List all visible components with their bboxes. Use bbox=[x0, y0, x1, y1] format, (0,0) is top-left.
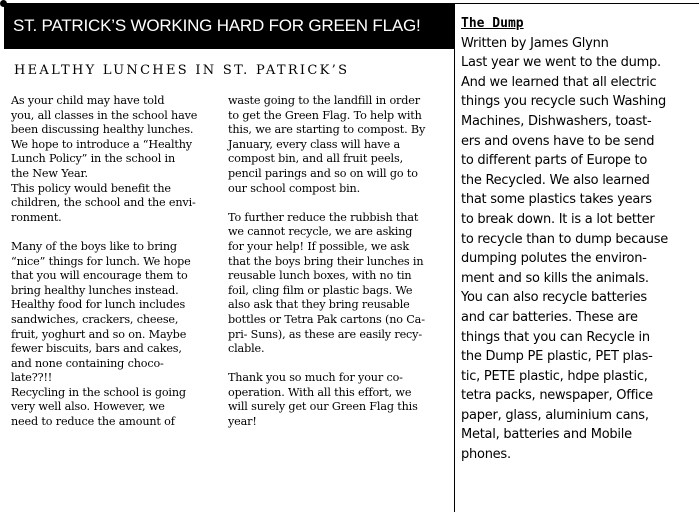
sidebar-text-line: and car batteries. These are bbox=[461, 309, 638, 325]
article-text-line: pri- Suns), as these are easily recy- bbox=[228, 327, 422, 341]
article-text-line: We hope to introduce a “Healthy bbox=[11, 137, 192, 151]
article-text-line: Recycling in the school is going bbox=[11, 385, 186, 399]
sidebar-text-line: to recycle than to dump because bbox=[461, 231, 668, 247]
article-text-line: pencil parings and so on will go to bbox=[228, 166, 418, 180]
article-text-line: fruit, yoghurt and so on. Maybe bbox=[11, 327, 187, 341]
sidebar-text-line: Metal, batteries and Mobile bbox=[461, 427, 632, 443]
headline-banner bbox=[4, 4, 454, 49]
sidebar-text-line: Written by James Glynn bbox=[461, 35, 609, 51]
article-text-line: Many of the boys like to bring bbox=[11, 239, 177, 253]
article-text-line: to get the Green Flag. To help with bbox=[228, 108, 422, 122]
article-text-line: that the boys bring their lunches in bbox=[228, 254, 424, 268]
article-text-line: To further reduce the rubbish that bbox=[228, 210, 419, 224]
article-text-line: bring healthy lunches instead. bbox=[11, 283, 179, 297]
sidebar-text-line: phones. bbox=[461, 447, 511, 463]
sidebar-text-line: dumping polutes the environ- bbox=[461, 251, 647, 267]
sidebar-text-line: that some plastics takes years bbox=[461, 192, 652, 208]
sidebar-article bbox=[461, 14, 696, 465]
sidebar-text-line: tic, PETE plastic, hdpe plastic, bbox=[461, 368, 648, 384]
sidebar-text-line: ment and so kills the animals. bbox=[461, 270, 649, 286]
sidebar-text-line: Machines, Dishwashers, toast- bbox=[461, 113, 652, 129]
article-subtitle: HEALTHY LUNCHES IN ST. PATRICK’S bbox=[14, 63, 350, 78]
article-text-line bbox=[228, 357, 450, 372]
sidebar-text-line: the Dump PE plastic, PET plas- bbox=[461, 349, 653, 365]
article-text-line bbox=[11, 225, 223, 240]
article-column-right bbox=[228, 94, 450, 430]
article-text-line: late??!! bbox=[11, 371, 53, 385]
article-text-line: foil, cling film or plastic bags. We bbox=[228, 283, 413, 297]
article-text-line: Lunch Policy” in the school in bbox=[11, 152, 176, 166]
article-text-line: you, all classes in the school have bbox=[11, 108, 198, 122]
sidebar-text-line: tetra packs, newspaper, Office bbox=[461, 388, 653, 404]
article-text-line: waste going to the landfill in order bbox=[228, 94, 420, 107]
sidebar-text-line: the Recycled. We also learned bbox=[461, 172, 650, 188]
article-text-line: and none containing choco- bbox=[11, 356, 164, 370]
sidebar-text-line: to different parts of Europe to bbox=[461, 153, 648, 169]
sidebar-text-line: Last year we went to the dump. bbox=[461, 55, 661, 71]
column-divider bbox=[454, 3, 455, 512]
article-text-line: we cannot recycle, we are asking bbox=[228, 225, 413, 239]
sidebar-text-line: You can also recycle batteries bbox=[461, 290, 647, 306]
article-text-line: January, every class will have a bbox=[228, 137, 400, 151]
article-text-line: children, the school and the envi- bbox=[11, 196, 196, 210]
article-text-line: year! bbox=[228, 415, 257, 429]
article-text-line: reusable lunch boxes, with no tin bbox=[228, 269, 412, 283]
article-text-line bbox=[228, 196, 450, 211]
article-text-line: As your child may have told bbox=[11, 94, 165, 107]
article-text-line: operation. With all this effort, we bbox=[228, 385, 412, 399]
article-column-left bbox=[11, 94, 223, 430]
article-text-line: for your help! If possible, we ask bbox=[228, 239, 409, 253]
sidebar-text-line: And we learned that all electric bbox=[461, 74, 657, 90]
article-text-line: clable. bbox=[228, 342, 265, 356]
sidebar-text-line: things that you can Recycle in bbox=[461, 329, 650, 345]
article-text-line: also ask that they bring reusable bbox=[228, 298, 410, 312]
article-text-line: fewer biscuits, bars and cakes, bbox=[11, 342, 182, 356]
article-text-line: very well also. However, we bbox=[11, 400, 165, 414]
article-text-line: been discussing healthy lunches. bbox=[11, 123, 194, 137]
article-text-line: the New Year. bbox=[11, 166, 88, 180]
sidebar-text-line: paper, glass, aluminium cans, bbox=[461, 407, 649, 423]
article-text-line: bottles or Tetra Pak cartons (no Ca- bbox=[228, 312, 425, 326]
article-text-line: ronment. bbox=[11, 210, 62, 224]
sidebar-text-line: things you recycle such Washing bbox=[461, 94, 667, 110]
article-text-line: that you will encourage them to bbox=[11, 269, 188, 283]
article-text-line: This policy would benefit the bbox=[11, 181, 171, 195]
article-text-line: need to reduce the amount of bbox=[11, 415, 175, 429]
headline-text: ST. PATRICK’S WORKING HARD FOR GREEN FLAG! bbox=[13, 16, 421, 35]
sidebar-text-line: to break down. It is a lot better bbox=[461, 211, 655, 227]
sidebar-text-line: ers and ovens have to be send bbox=[461, 133, 655, 149]
article-text-line: “nice” things for lunch. We hope bbox=[11, 254, 191, 268]
article-text-line: compost bin, and all fruit peels, bbox=[228, 152, 403, 166]
article-text-line: sandwiches, crackers, cheese, bbox=[11, 312, 179, 326]
article-text-line: Thank you so much for your co- bbox=[228, 371, 403, 385]
article-text-line: Healthy food for lunch includes bbox=[11, 298, 186, 312]
article-text-line: will surely get our Green Flag this bbox=[228, 400, 418, 414]
article-text-line: this, we are starting to compost. By bbox=[228, 123, 426, 137]
article-text-line: our school compost bin. bbox=[228, 181, 361, 195]
sidebar-title: The Dump bbox=[461, 16, 524, 31]
